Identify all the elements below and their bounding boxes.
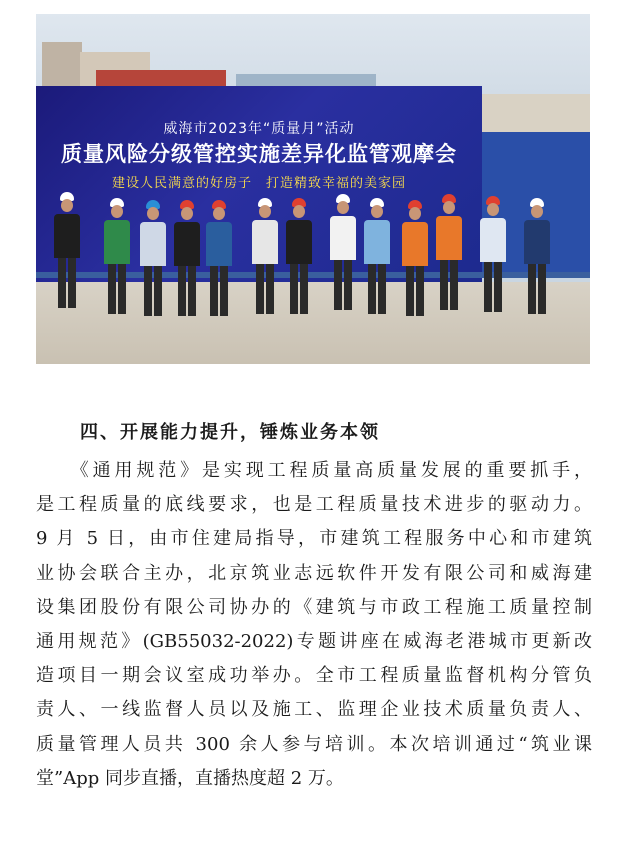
person xyxy=(476,196,510,326)
person xyxy=(202,200,236,330)
person xyxy=(136,200,170,330)
person xyxy=(50,192,84,322)
paragraph-line: 设集团股份有限公司协办的《建筑与市政工程施工质量控制 xyxy=(36,596,592,618)
banner-title: 质量风险分级管控实施差异化监管观摩会 xyxy=(61,142,457,166)
person xyxy=(282,198,316,328)
photo-building xyxy=(42,42,82,92)
person xyxy=(520,198,554,328)
paragraph-line: 是工程质量的底线要求，也是工程质量技术进步的驱动力。 xyxy=(36,494,592,516)
person xyxy=(248,198,282,328)
person xyxy=(170,200,204,330)
person xyxy=(398,200,432,330)
paragraph-line: 堂”App 同步直播，直播热度超 2 万。 xyxy=(36,767,344,789)
paragraph-line: 9 月 5 日，由市住建局指导，市建筑工程服务中心和市建筑 xyxy=(36,528,592,550)
article-paragraph xyxy=(36,454,592,796)
paragraph-line: 责人、一线监督人员以及施工、监理企业技术质量负责人、 xyxy=(36,699,592,721)
banner-slogan: 建设人民满意的好房子 打造精致幸福的美家园 xyxy=(111,176,406,191)
paragraph-line: 质量管理人员共 300 余人参与培训。本次培训通过“筑业课 xyxy=(36,733,592,755)
event-photo xyxy=(36,14,590,364)
person xyxy=(360,198,394,328)
paragraph-line: 业协会联合主办，北京筑业志远软件开发有限公司和威海建 xyxy=(36,562,592,584)
person xyxy=(432,194,466,324)
paragraph-line: 通用规范》(GB55032-2022)专题讲座在威海老港城市更新改 xyxy=(36,631,592,653)
person xyxy=(100,198,134,328)
person xyxy=(326,194,360,324)
section-heading: 四、开展能力提升，锤炼业务本领 xyxy=(80,422,380,443)
paragraph-line: 造项目一期会议室成功举办。全市工程质量监督机构分管负 xyxy=(36,665,592,687)
paragraph-line: 《通用规范》是实现工程质量高质量发展的重要抓手， xyxy=(36,460,592,481)
banner-subtitle: 威海市2023年“质量月”活动 xyxy=(163,121,355,137)
